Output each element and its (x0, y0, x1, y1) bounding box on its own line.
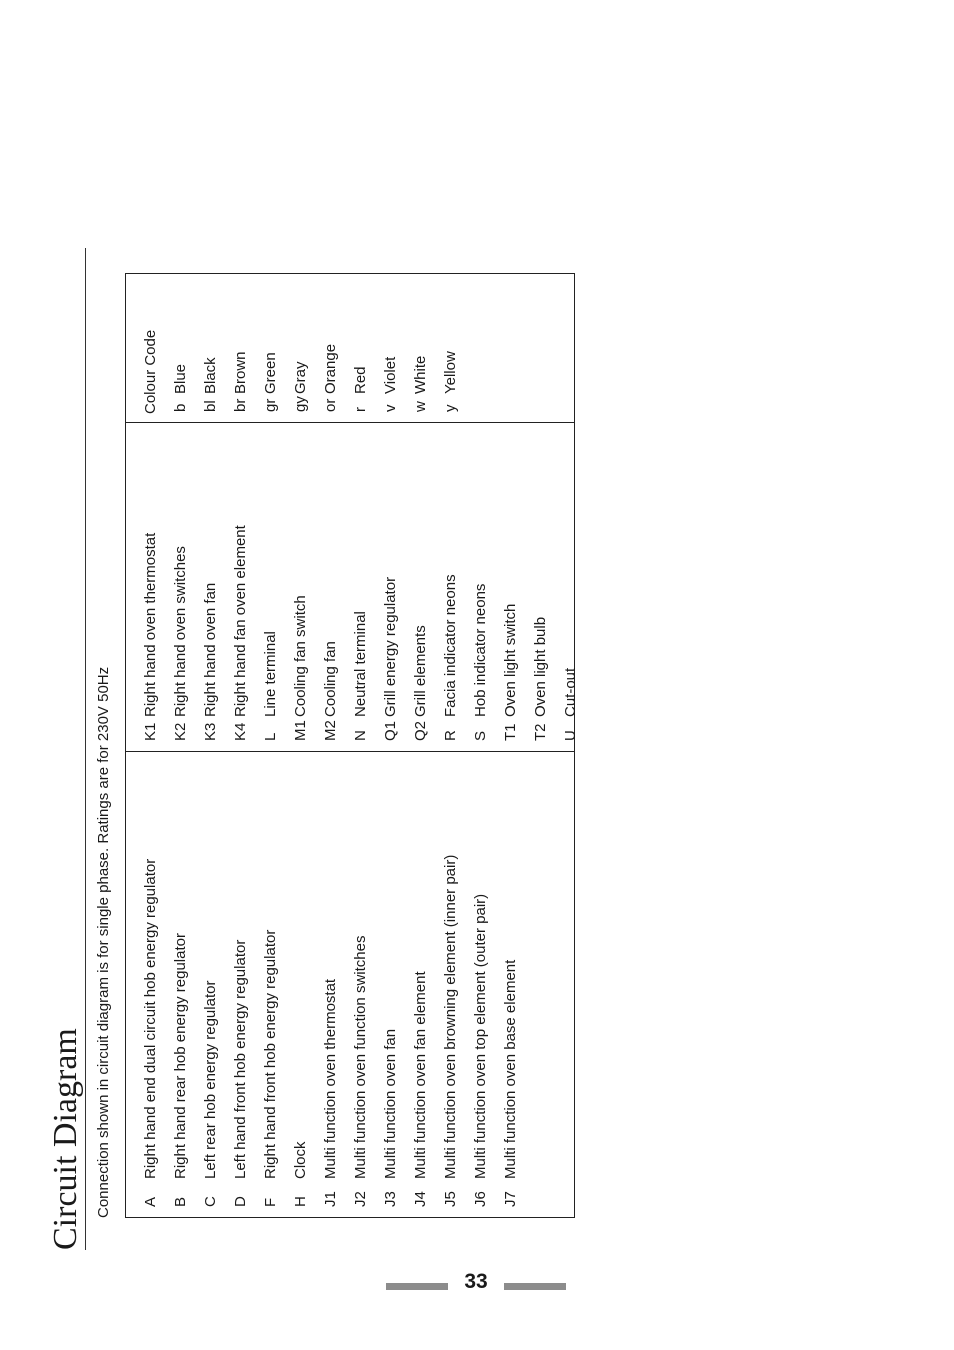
item-code: J5 (442, 1191, 459, 1207)
item-code: C (202, 1196, 219, 1207)
item-code: J1 (322, 1191, 339, 1207)
item-code: L (262, 732, 279, 741)
item-label: Red (352, 366, 369, 394)
item-code: S (472, 730, 489, 741)
item-code: N (352, 730, 369, 741)
item-code: v (382, 404, 399, 412)
item-label: White (412, 355, 429, 394)
item-code: R (442, 730, 459, 741)
item-label: Yellow (442, 351, 459, 394)
item-label: Cut-out (562, 667, 579, 717)
item-label: Multi function oven top element (outer pair) (472, 893, 489, 1179)
item-label: Brown (232, 351, 249, 394)
item-code: r (352, 407, 369, 412)
item-code: J6 (472, 1191, 489, 1207)
item-code: br (232, 398, 249, 412)
item-label: Multi function oven thermostat (322, 978, 339, 1179)
item-label: Black (202, 357, 219, 394)
item-label: Right hand fan oven element (232, 525, 249, 717)
item-label: Gray (292, 361, 309, 394)
item-label: Oven light switch (502, 603, 519, 717)
item-label: Right hand rear hob energy regulator (172, 933, 189, 1179)
item-code: F (262, 1197, 279, 1207)
item-code: B (172, 1196, 189, 1207)
item-label: Multi function oven base element (502, 959, 519, 1179)
footer-bar-right (504, 1283, 566, 1290)
item-label: Clock (292, 1141, 309, 1179)
item-code: J2 (352, 1191, 369, 1207)
item-code: or (322, 398, 339, 412)
page-title: Circuit Diagram (47, 1028, 84, 1250)
rotated-page-content (48, 250, 608, 1250)
colour-code-header: Colour Code (142, 329, 159, 414)
item-label: Oven light bulb (532, 616, 549, 717)
item-code: J3 (382, 1191, 399, 1207)
item-label: Orange (322, 343, 339, 394)
item-code: w (412, 401, 429, 412)
item-label: Right hand end dual circuit hob energy regulator (142, 858, 159, 1179)
item-label: Green (262, 352, 279, 394)
item-label: Left hand front hob energy regulator (232, 939, 249, 1179)
colour-code-column (126, 272, 574, 422)
item-code: T1 (502, 723, 519, 741)
item-code: U (562, 730, 579, 741)
item-label: Right hand oven fan (202, 582, 219, 717)
item-code: y (442, 404, 459, 412)
item-label: Cooling fan (322, 641, 339, 717)
item-code: b (172, 403, 189, 412)
components-column-middle (126, 422, 579, 751)
item-label: Multi function oven function switches (352, 935, 369, 1179)
item-label: Line terminal (262, 631, 279, 717)
item-code: J7 (502, 1191, 519, 1207)
item-label: Grill energy regulator (382, 576, 399, 717)
item-label: Blue (172, 363, 189, 394)
item-code: gy (292, 396, 309, 412)
item-code: Q2 (412, 720, 429, 741)
item-code: J4 (412, 1191, 429, 1207)
item-label: Grill elements (412, 625, 429, 717)
item-code: bl (202, 400, 219, 412)
item-label: Facia indicator neons (442, 574, 459, 717)
item-code: H (292, 1196, 309, 1207)
item-code: M2 (322, 720, 339, 741)
item-label: Hob indicator neons (472, 583, 489, 717)
item-code: K4 (232, 722, 249, 741)
page-number: 33 (464, 1270, 488, 1293)
item-code: Q1 (382, 720, 399, 741)
item-code: M1 (292, 720, 309, 741)
title-rule (85, 248, 86, 1250)
item-label: Violet (382, 356, 399, 394)
item-code: K1 (142, 722, 159, 741)
footer-bar-left (386, 1283, 448, 1290)
item-code: A (142, 1196, 159, 1207)
item-label: Multi function oven browning element (inner pair) (442, 854, 459, 1179)
item-label: Right hand front hob energy regulator (262, 929, 279, 1179)
item-label: Multi function oven fan element (412, 971, 429, 1179)
item-code: D (232, 1196, 249, 1207)
item-label: Multi function oven fan (382, 1028, 399, 1179)
item-code: gr (262, 398, 279, 412)
component-legend-table (125, 273, 579, 1218)
page-subtitle: Connection shown in circuit diagram is for single phase. Ratings are for 230V 50Hz (95, 666, 112, 1218)
item-label: Left rear hob energy regulator (202, 980, 219, 1179)
item-label: Cooling fan switch (292, 595, 309, 717)
item-code: T2 (532, 723, 549, 741)
item-label: Right hand oven thermostat (142, 532, 159, 717)
item-code: K2 (172, 722, 189, 741)
item-label: Neutral terminal (352, 611, 369, 717)
components-column-left (126, 751, 574, 1217)
item-code: K3 (202, 722, 219, 741)
item-label: Right hand oven switches (172, 546, 189, 717)
